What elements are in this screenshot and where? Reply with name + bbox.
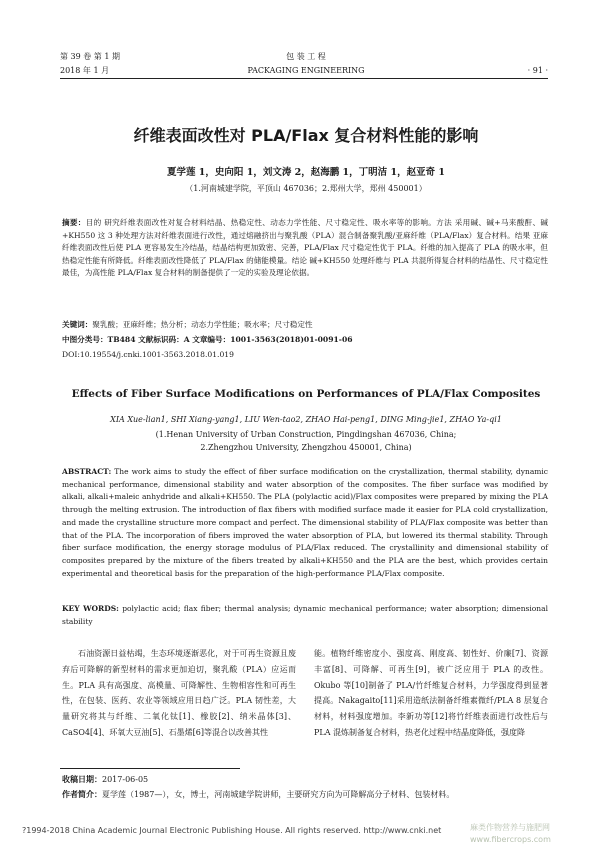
keywords-cn-label: 关键词：: [62, 320, 93, 329]
doi: DOI:10.19554/j.cnki.1001-3563.2018.01.019: [62, 350, 234, 359]
body-column-right: 能。植物纤维密度小、强度高、刚度高、韧性好、价廉[7]、资源丰富[8]、可降解、可再生[9]，被广泛应用于 PLA 的改性。Okubo 等[10]制备了 PLA/竹纤维复合材料，力学强度得到显著提高。Nakagaito[11]采用造纸法制备纤维素微纤/PLA 8 层复合材料，材料强度增加。李新功等[12]将竹纤维表面进行改性后与 PLA 混炼制备复合材料，热老化过程中结晶度降低，强度降: [314, 649, 548, 737]
keywords-en-text: polylactic acid; flax fiber; thermal analysis; dynamic mechanical performance; water absorption; dimensional stability: [62, 604, 548, 626]
abstract-en-label: ABSTRACT:: [62, 467, 112, 476]
received-text: 2017-06-05: [102, 775, 149, 784]
abstract-en-text: The work aims to study the effect of fiber surface modification on the crystallization, thermal stability, dynamic mechanical performance, dimensional stability and water absorption of the composites. The fiber surface was modified by alkali, alkali+maleic anhydride and alkali+KH550. The PLA (polylactic acid)/Flax composites were prepared by mixing the PLA through the melting extrusion. The introduction of flax fibers with modified surface made it easier for PLA cold crystallization, and made the crystalline structure more compact and perfect. The dimensional stability of PLA/Flax composite was better than that of the PLA. The incorporation of fibers improved the water absorption of PLA, but lowered its thermal stability. Through fiber surface modification, the energy storage modulus of PLA/Flax reduced. The crystallinity and dimensional stability of composites prepared by the mixture of the fibers treated by alkali+KH550 and the PLA are the best, which provides certain experimental and theoretical basis for the preparation of the high-performance PLA/Flax composite.: [62, 467, 548, 578]
affiliation-en-1: (1.Henan University of Urban Construction, Pingdingshan 467036, China;: [155, 430, 457, 439]
author-bio-text: 夏学莲（1987—），女，博士，河南城建学院讲师，主要研究方向为可降解高分子材料、包装材料。: [102, 790, 455, 799]
copyright-footer: ?1994-2018 China Academic Journal Electronic Publishing House. All rights reserved. http://www.cnki.net: [22, 826, 442, 835]
abstract-en: [62, 466, 548, 580]
affiliation-cn: （1.河南城建学院，平顶山 467036；2.郑州大学，郑州 450001）: [185, 184, 427, 193]
received-label: 收稿日期：: [62, 774, 102, 784]
volume-issue: 第 39 卷 第 1 期: [60, 52, 120, 61]
keywords-cn-text: 聚乳酸；亚麻纤维；热分析；动态力学性能；吸水率；尺寸稳定性: [92, 320, 313, 329]
keywords-cn: [62, 319, 548, 332]
abstract-cn-text: 目的 研究纤维表面改性对复合材料结晶、热稳定性、动态力学性能、尺寸稳定性、吸水率等的影响。方法 采用碱、碱+马来酸酐、碱+KH550 这 3 种处理方法对纤维表面进行改性，通过熔融挤出与聚乳酸（PLA）混合制备聚乳酸/亚麻纤维（PLA/Flax）复合材料。结果 亚麻纤维表面改性后使 PLA 更容易发生冷结晶，结晶结构更加致密、完善，PLA/Flax 尺寸稳定性优于 PLA。纤维的加入提高了 PLA 的吸水率，但热稳定性能有所降低。纤维表面改性降低了 PLA/Flax 的储能模量。结论 碱+KH550 处理纤维与 PLA 共混所得复合材料的结晶性、尺寸稳定性最佳，为高性能 PLA/Flax 复合材料的制备提供了一定的实验及理论依据。: [62, 218, 549, 278]
paper-title-en: Effects of Fiber Surface Modifications on Performances of PLA/Flax Composites: [71, 388, 541, 400]
author-bio-label: 作者简介：: [62, 789, 102, 799]
classification-line: 中图分类号：TB484 文献标识码：A 文章编号：1001-3563(2018)01-0091-06: [62, 335, 353, 344]
page-number: · 91 ·: [527, 66, 548, 75]
watermark: 麻类作物营养与施肥网 www.fibercrops.com: [470, 823, 551, 844]
issue-date: 2018 年 1 月: [60, 66, 110, 75]
journal-title-en: PACKAGING ENGINEERING: [247, 66, 365, 75]
footnote-rule: [60, 768, 240, 769]
authors-cn: 夏学莲 1，史向阳 1，刘文涛 2，赵海鹏 1，丁明洁 1，赵亚奇 1: [166, 167, 445, 178]
affiliation-en-2: 2.Zhengzhou University, Zhengzhou 450001, China): [200, 443, 412, 452]
abstract-cn-label: 摘要：: [62, 218, 86, 227]
received-date: [62, 774, 148, 785]
abstract-cn: [62, 217, 548, 280]
paper-title-cn: 纤维表面改性对 PLA/Flax 复合材料性能的影响: [133, 126, 479, 145]
keywords-en-label: KEY WORDS:: [62, 604, 119, 613]
body-column-left: 石油资源日益枯竭，生态环境逐渐恶化，对于可再生资源且废弃后可降解的新型材料的需求更加迫切，聚乳酸（PLA）应运而生。PLA 具有高强度、高模量、可降解性、生物相容性和可再生性，在包装、医药、农业等领域应用日趋广泛。PLA 韧性差，大量研究将其与纤维、二氧化钛[1]、橡胶[2]、纳米晶体[3]、CaSO4[4]、环氧大豆油[5]、石墨烯[6]等混合以改善其性: [62, 649, 296, 737]
author-bio: [62, 789, 548, 800]
header-rule: [60, 78, 548, 79]
keywords-en: [62, 603, 548, 628]
authors-en: XIA Xue-lian1, SHI Xiang-yang1, LIU Wen-tao2, ZHAO Hai-peng1, DING Ming-jie1, ZHAO Ya-qi1: [110, 415, 502, 424]
journal-title-cn: 包 装 工 程: [286, 52, 326, 61]
